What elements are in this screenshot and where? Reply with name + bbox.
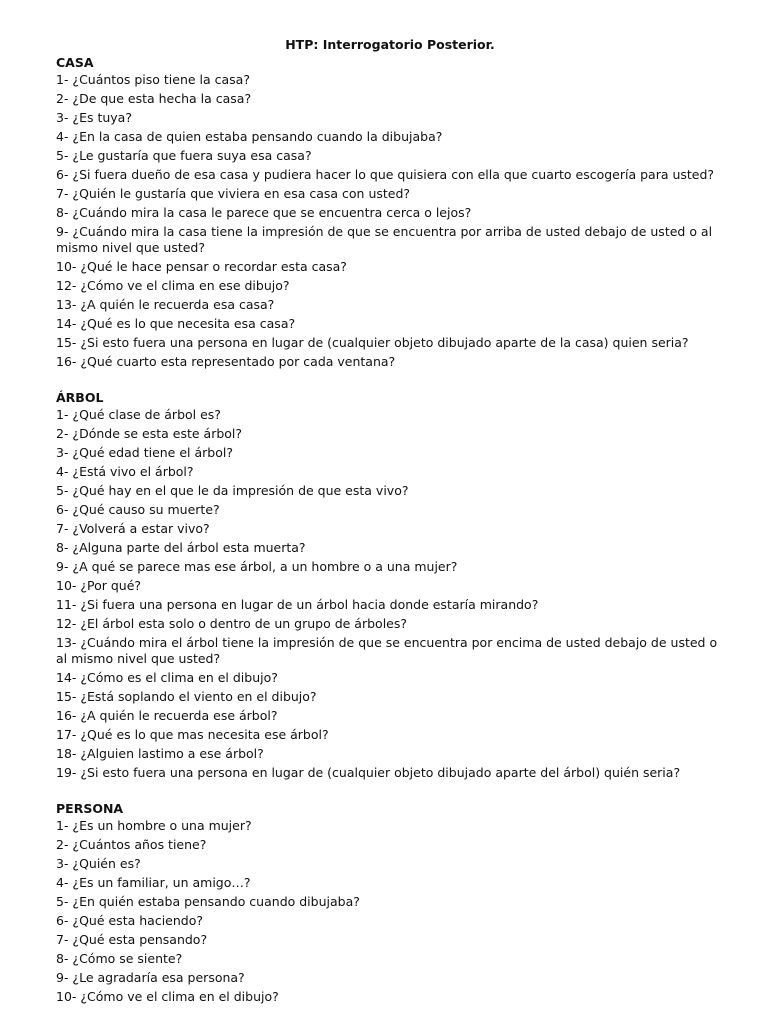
question-item: 6- ¿Si fuera dueño de esa casa y pudiera hacer lo que quisiera con ella que cuarto escogería para usted? [56,167,715,182]
question-item: 13- ¿Cuándo mira el árbol tiene la impresión de que se encuentra por encima de usted debajo de usted o al mismo nivel que usted? [56,635,718,666]
question-item: 5- ¿Qué hay en el que le da impresión de que esta vivo? [56,483,409,498]
question-item: 12- ¿El árbol esta solo o dentro de un grupo de árboles? [56,616,408,631]
question-item: 2- ¿Cuántos años tiene? [56,837,207,852]
question-item: 8- ¿Cómo se siente? [56,951,183,966]
section-persona [56,800,724,1005]
section-title-persona: PERSONA [56,801,124,816]
question-item: 11- ¿Si fuera una persona en lugar de un árbol hacia donde estaría mirando? [56,597,539,612]
question-item: 18- ¿Alguien lastimo a ese árbol? [56,746,264,761]
question-item: 9- ¿Cuándo mira la casa tiene la impresión de que se encuentra por arriba de usted debajo de usted o al mismo nivel que usted? [56,224,713,255]
document-page [56,36,724,1008]
question-item: 1- ¿Cuántos piso tiene la casa? [56,72,250,87]
question-item: 9- ¿Le agradaría esa persona? [56,970,245,985]
question-item: 16- ¿Qué cuarto esta representado por cada ventana? [56,354,396,369]
question-item: 1- ¿Es un hombre o una mujer? [56,818,252,833]
question-item: 14- ¿Cómo es el clima en el dibujo? [56,670,278,685]
question-item: 15- ¿Está soplando el viento en el dibujo? [56,689,317,704]
question-item: 2- ¿Dónde se esta este árbol? [56,426,243,441]
question-item: 5- ¿Le gustaría que fuera suya esa casa? [56,148,312,163]
question-item: 6- ¿Qué esta haciendo? [56,913,203,928]
section-casa [56,54,724,370]
question-item: 3- ¿Es tuya? [56,110,132,125]
question-list-persona [56,818,724,1005]
section-title-casa: CASA [56,55,94,70]
question-item: 7- ¿Qué esta pensando? [56,932,208,947]
question-item: 14- ¿Qué es lo que necesita esa casa? [56,316,296,331]
question-item: 1- ¿Qué clase de árbol es? [56,407,221,422]
question-item: 8- ¿Cuándo mira la casa le parece que se encuentra cerca o lejos? [56,205,472,220]
question-item: 5- ¿En quién estaba pensando cuando dibujaba? [56,894,360,909]
question-item: 3- ¿Quién es? [56,856,141,871]
question-item: 6- ¿Qué causo su muerte? [56,502,220,517]
section-arbol [56,389,724,781]
question-item: 2- ¿De que esta hecha la casa? [56,91,252,106]
question-item: 4- ¿Está vivo el árbol? [56,464,194,479]
question-item: 4- ¿Es un familiar, un amigo…? [56,875,251,890]
document-title: HTP: Interrogatorio Posterior. [285,37,495,52]
question-item: 17- ¿Qué es lo que mas necesita ese árbol? [56,727,329,742]
question-item: 10- ¿Por qué? [56,578,142,593]
question-item: 9- ¿A qué se parece mas ese árbol, a un hombre o a una mujer? [56,559,458,574]
question-item: 16- ¿A quién le recuerda ese árbol? [56,708,278,723]
section-title-arbol: ÁRBOL [56,390,104,405]
question-item: 13- ¿A quién le recuerda esa casa? [56,297,275,312]
question-item: 12- ¿Cómo ve el clima en ese dibujo? [56,278,290,293]
question-list-casa [56,72,724,370]
question-item: 4- ¿En la casa de quien estaba pensando cuando la dibujaba? [56,129,443,144]
question-item: 8- ¿Alguna parte del árbol esta muerta? [56,540,306,555]
question-item: 7- ¿Volverá a estar vivo? [56,521,210,536]
question-list-arbol [56,407,724,781]
question-item: 10- ¿Cómo ve el clima en el dibujo? [56,989,279,1004]
question-item: 15- ¿Si esto fuera una persona en lugar de (cualquier objeto dibujado aparte de la casa) quien seria? [56,335,689,350]
question-item: 7- ¿Quién le gustaría que viviera en esa casa con usted? [56,186,411,201]
question-item: 3- ¿Qué edad tiene el árbol? [56,445,233,460]
question-item: 19- ¿Si esto fuera una persona en lugar de (cualquier objeto dibujado aparte del árbol) quién seria? [56,765,681,780]
question-item: 10- ¿Qué le hace pensar o recordar esta casa? [56,259,347,274]
